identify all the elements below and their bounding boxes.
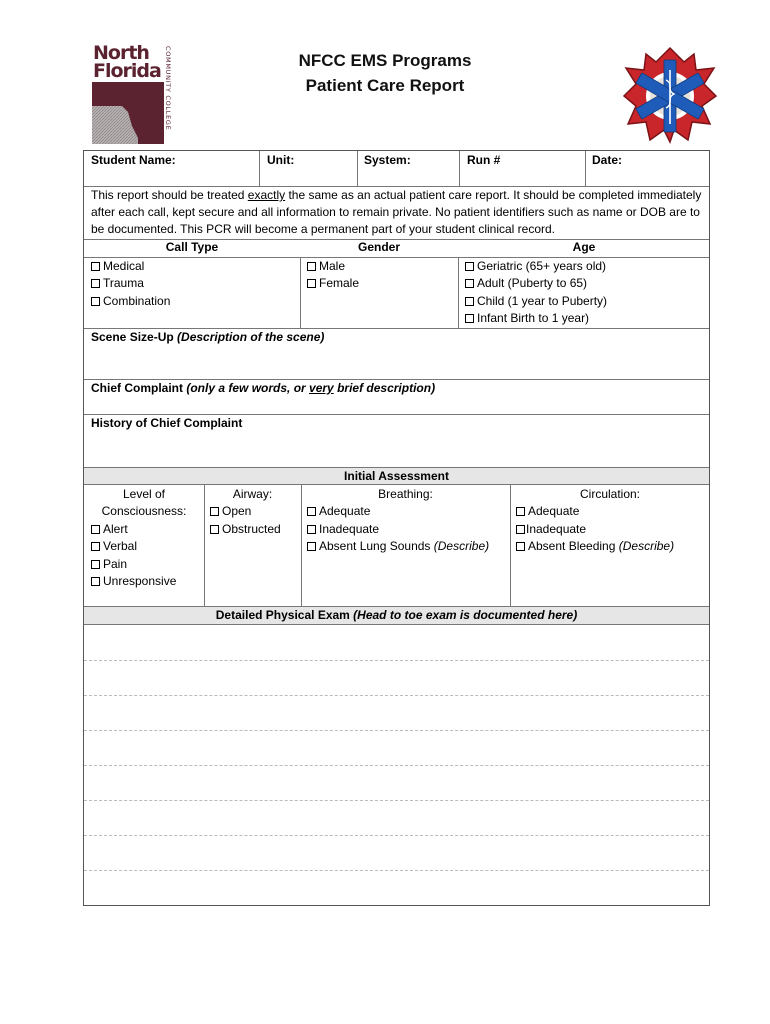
age-options [465, 258, 607, 328]
checkbox-icon[interactable] [91, 560, 100, 569]
initial-assessment-heading: Initial Assessment [344, 469, 449, 483]
checkbox-icon[interactable] [91, 279, 100, 288]
notice-emphasis: exactly [247, 188, 286, 202]
physical-exam-writing-area[interactable] [84, 625, 709, 905]
breathing-adequate[interactable]: Adequate [307, 503, 510, 520]
checkbox-icon[interactable] [516, 525, 525, 534]
age-child[interactable]: Child (1 year to Puberty) [465, 293, 607, 310]
airway-obstructed[interactable]: Obstructed [210, 521, 301, 538]
breathing-absent-lung-sounds[interactable]: Absent Lung Sounds (Describe) [307, 538, 510, 555]
gender-male[interactable]: Male [307, 258, 359, 275]
unit-label: Unit: [267, 153, 295, 167]
checkbox-icon[interactable] [210, 525, 219, 534]
circulation-heading: Circulation: [579, 487, 641, 501]
circulation-column [510, 486, 710, 556]
checkbox-icon[interactable] [516, 507, 525, 516]
checkbox-icon[interactable] [465, 314, 474, 323]
gender-options [307, 258, 359, 293]
airway-heading: Airway: [232, 487, 273, 501]
page-title: NFCC EMS Programs [298, 51, 472, 70]
history-label[interactable]: History of Chief Complaint [91, 416, 243, 430]
checkbox-icon[interactable] [91, 577, 100, 586]
airway-column [204, 486, 301, 538]
chief-complaint-label[interactable]: Chief Complaint (only a few words, or very brief description) [91, 381, 436, 395]
call-type-medical[interactable]: Medical [91, 258, 170, 275]
checkbox-icon[interactable] [307, 542, 316, 551]
checkbox-icon[interactable] [465, 279, 474, 288]
florida-map-icon [92, 82, 164, 144]
patient-care-report-form [83, 150, 710, 906]
call-type-combination[interactable]: Combination [91, 293, 170, 310]
loc-heading-2: Consciousness: [101, 504, 187, 519]
circulation-adequate[interactable]: Adequate [516, 503, 710, 520]
breathing-column [301, 486, 510, 556]
checkbox-icon[interactable] [91, 542, 100, 551]
age-adult[interactable]: Adult (Puberty to 65) [465, 275, 607, 292]
checkbox-icon[interactable] [307, 507, 316, 516]
run-label: Run # [467, 153, 501, 167]
physical-exam-heading: Detailed Physical Exam (Head to toe exam is documented here) [215, 608, 578, 622]
page-subtitle: Patient Care Report [305, 76, 465, 95]
loc-alert[interactable]: Alert [91, 521, 204, 538]
checkbox-icon[interactable] [307, 525, 316, 534]
checkbox-icon[interactable] [516, 542, 525, 551]
airway-open[interactable]: Open [210, 503, 301, 520]
loc-verbal[interactable]: Verbal [91, 538, 204, 555]
breathing-heading: Breathing: [378, 487, 433, 501]
call-type-options [91, 258, 170, 310]
call-type-trauma[interactable]: Trauma [91, 275, 170, 292]
loc-heading-1: Level of [122, 487, 166, 501]
gender-heading: Gender [357, 240, 400, 254]
logo-line-2: Florida [93, 60, 161, 82]
logo-line-1: North [93, 42, 149, 64]
nfcc-logo [92, 44, 178, 144]
breathing-inadequate[interactable]: Inadequate [307, 521, 510, 538]
loc-column [84, 486, 204, 590]
checkbox-icon[interactable] [465, 262, 474, 271]
gender-female[interactable]: Female [307, 275, 359, 292]
star-of-life-emblem-icon [622, 46, 718, 144]
circulation-inadequate[interactable]: Inadequate [516, 521, 710, 538]
checkbox-icon[interactable] [91, 297, 100, 306]
checkbox-icon[interactable] [307, 262, 316, 271]
checkbox-icon[interactable] [465, 297, 474, 306]
checkbox-icon[interactable] [210, 507, 219, 516]
age-geriatric[interactable]: Geriatric (65+ years old) [465, 258, 607, 275]
age-infant[interactable]: Infant Birth to 1 year) [465, 310, 607, 327]
checkbox-icon[interactable] [91, 525, 100, 534]
scene-size-up-label[interactable]: Scene Size-Up (Description of the scene) [91, 330, 325, 344]
logo-vertical-text: COMMUNITY COLLEGE [164, 46, 172, 131]
loc-unresponsive[interactable]: Unresponsive [91, 573, 204, 590]
checkbox-icon[interactable] [91, 262, 100, 271]
checkbox-icon[interactable] [307, 279, 316, 288]
student-name-label: Student Name: [91, 153, 176, 167]
notice-paragraph: This report should be treated exactly the same as an actual patient care report. It should be completed immediately after each call, kept secure and all information to remain private. No patient identifiers such as name or DOB are to be documented. This PCR will become a permanent part of your student clinical record. [91, 188, 702, 237]
circulation-absent-bleeding[interactable]: Absent Bleeding (Describe) [516, 538, 710, 555]
age-heading: Age [572, 240, 596, 254]
date-label: Date: [592, 153, 623, 167]
system-label: System: [364, 153, 411, 167]
call-type-heading: Call Type [165, 240, 219, 254]
loc-pain[interactable]: Pain [91, 556, 204, 573]
